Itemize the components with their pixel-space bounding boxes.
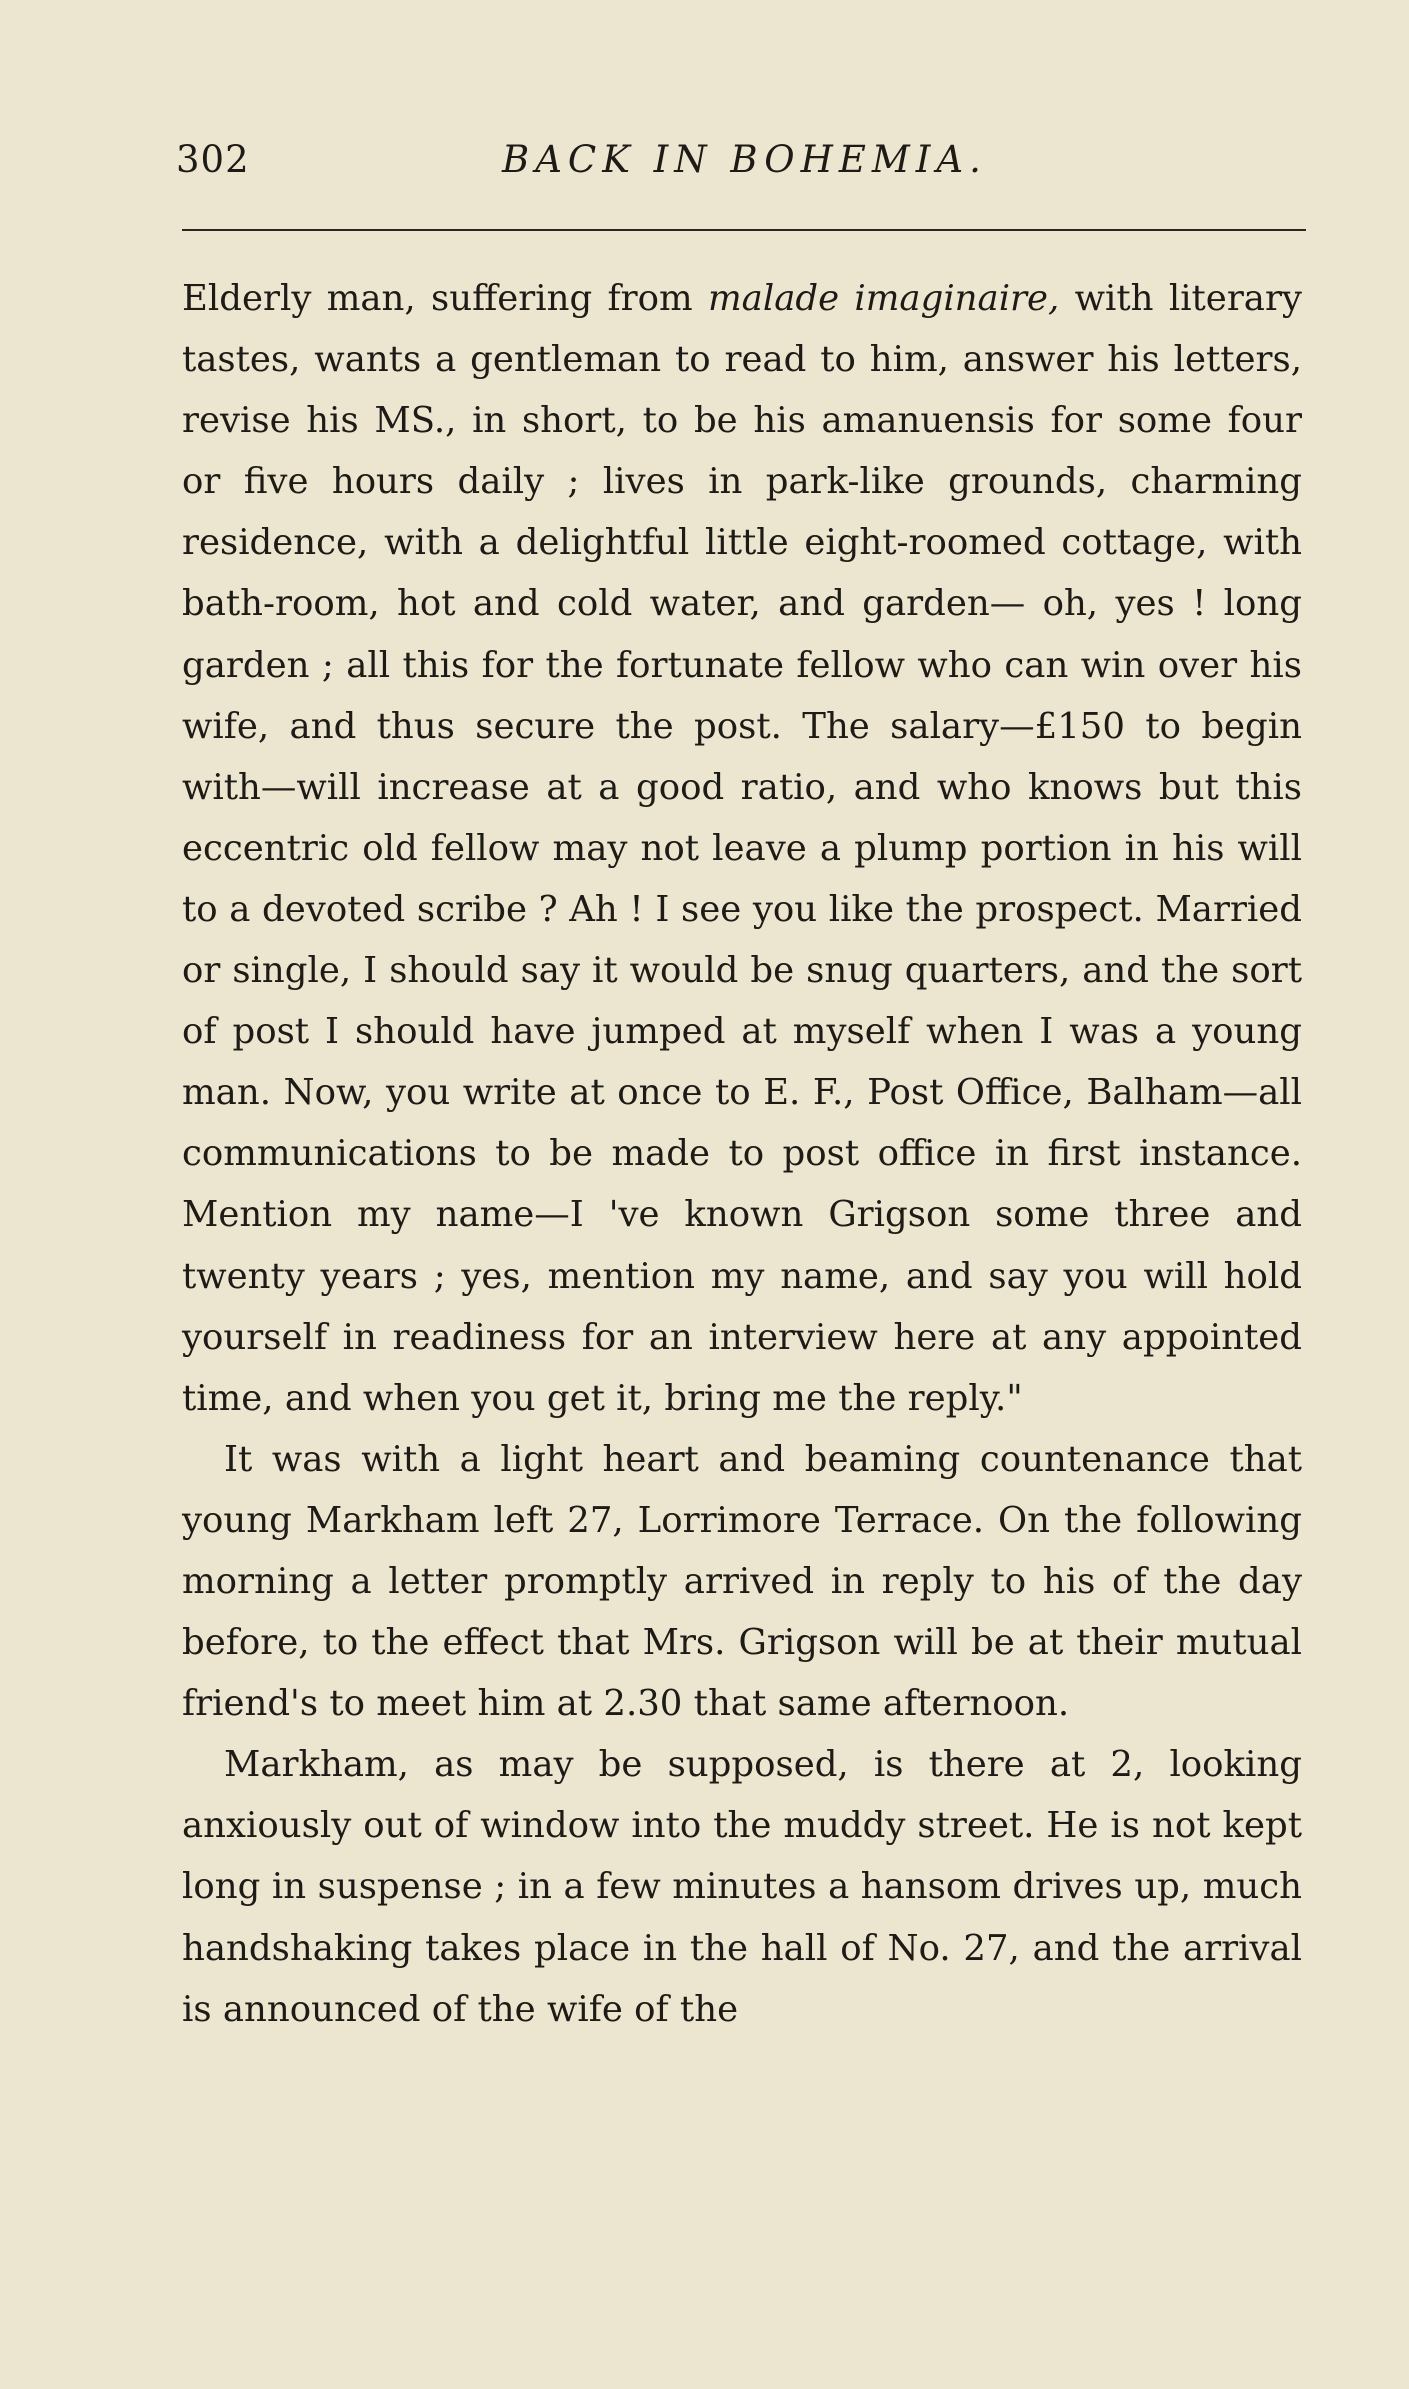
paragraph-1-italic-phrase: malade imaginaire, — [708, 278, 1060, 319]
body-text — [182, 268, 1302, 2040]
page-header — [176, 138, 1306, 198]
paragraph-1-text-before: Elderly man, suffering from — [182, 278, 709, 319]
paragraph-1 — [182, 268, 1302, 1429]
paragraph-2: It was with a light heart and beaming countenance that young Markham left 27, Lorrimore Terrace. On the following morning a letter promptly arrived in reply to his of the day before, to the effect that Mrs. Grigson will be at their mutual friend's to meet him at 2.30 that same afternoon. — [182, 1438, 1302, 1725]
paragraph-1-text-after: with literary tastes, wants a gentleman to read to him, answer his letters, revise his MS., in short, to be his amanuensis for some four or five hours daily ; lives in park-like grounds, charming residence, with a delightful little eight-roomed cottage, with bath-room, hot and cold water, and garden— oh, yes ! long garden ; all this for the fortunate fellow who can win over his wife, and thus secure the post. The salary—£150 to begin with—will increase at a good ratio, and who knows but this eccentric old fellow may not leave a plump portion in his will to a devoted scribe ? Ah ! I see you like the prospect. Married or single, I should say it would be snug quarters, and the sort of post I should have jumped at myself when I was a young man. Now, you write at once to E. F., Post Office, Balham—all communications to be made to post office in first instance. Mention my name—I 've known Grigson some three and twenty years ; yes, mention my name, and say you will hold yourself in readiness for an interview here at any appointed time, and when you get it, bring me the reply." — [182, 278, 1302, 1419]
running-title: BACK IN BOHEMIA. — [502, 138, 987, 181]
page-number: 302 — [176, 138, 250, 181]
paragraph-3: Markham, as may be supposed, is there at 2, looking anxiously out of window into the muddy street. He is not kept long in suspense ; in a few minutes a hansom drives up, much handshaking takes place in the hall of No. 27, and the arrival is announced of the wife of the — [182, 1744, 1302, 2030]
header-rule — [182, 229, 1306, 231]
